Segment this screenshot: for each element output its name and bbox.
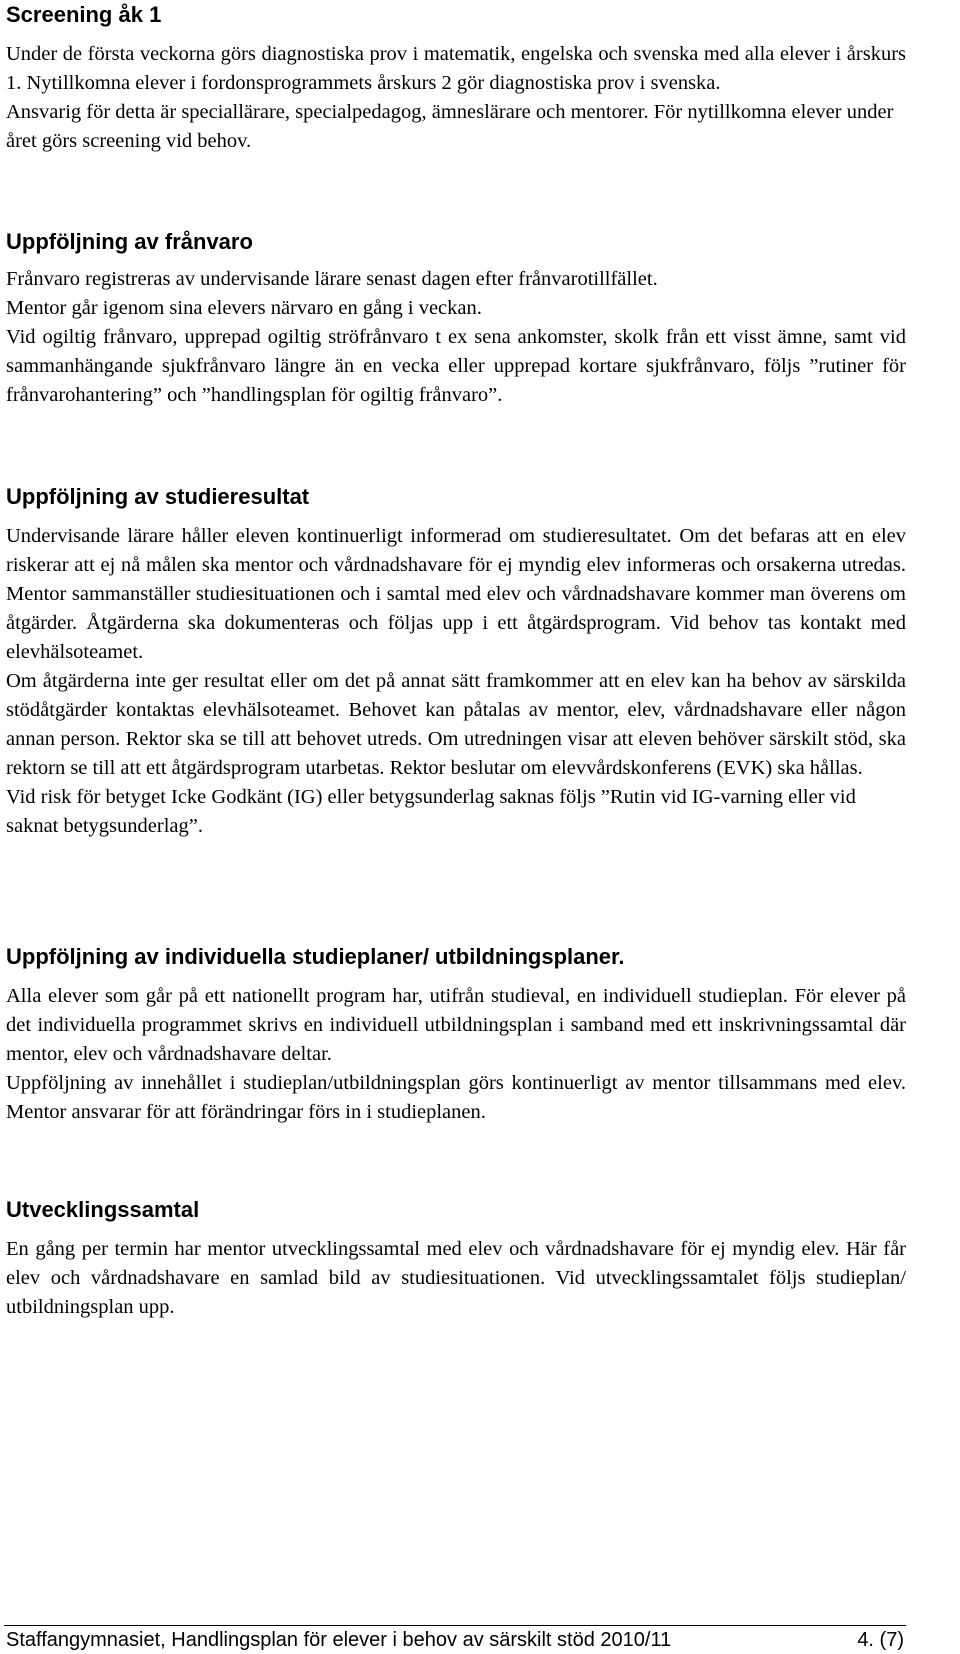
- paragraph: Ansvarig för detta är speciallärare, specialpedagog, ämneslärare och mentorer. För nytillkomna elever under året görs screening vid behov.: [6, 101, 894, 152]
- section-heading-studieplaner: Uppföljning av individuella studieplaner/ utbildningsplaner.: [6, 944, 625, 969]
- paragraph: Alla elever som går på ett nationellt program har, utifrån studieval, en individuell studieplan. För elever på det individuella programmet skrivs en individuell utbildningsplan i samband med ett inskrivningssamtal där mentor, elev och vårdnadshavare deltar.: [6, 985, 906, 1065]
- section-heading-studieresultat: Uppföljning av studieresultat: [6, 484, 310, 509]
- section-heading-utvecklingssamtal: Utvecklingssamtal: [6, 1197, 200, 1222]
- paragraph: Vid risk för betyget Icke Godkänt (IG) eller betygsunderlag saknas följs ”Rutin vid IG-varning eller vid saknat betygsunderlag”.: [6, 786, 856, 837]
- section-heading-franvaro: Uppföljning av frånvaro: [6, 229, 253, 254]
- paragraph: Undervisande lärare håller eleven kontinuerligt informerad om studieresultatet. Om det befaras att en elev riskerar att ej nå målen ska mentor och vårdnadshavare för ej myndig elev informeras och orsakerna utredas. Mentor sammanställer studiesituationen och i samtal med elev och vårdnadshavare kommer man överens om åtgärder. Åtgärderna ska dokumenteras och följas upp i ett åtgärdsprogram. Vid behov tas kontakt med elevhälsoteamet.: [6, 525, 906, 663]
- paragraph: Uppföljning av innehållet i studieplan/utbildningsplan görs kontinuerligt av mentor tillsammans med elev. Mentor ansvarar för att förändringar förs in i studieplanen.: [6, 1072, 906, 1123]
- section-body-studieresultat: [6, 522, 906, 841]
- paragraph: Under de första veckorna görs diagnostiska prov i matematik, engelska och svenska med alla elever i årskurs 1. Nytillkomna elever i fordonsprogrammets årskurs 2 gör diagnostiska prov i svenska.: [6, 43, 906, 94]
- paragraph: Vid ogiltig frånvaro, upprepad ogiltig ströfrånvaro t ex sena ankomster, skolk från ett visst ämne, samt vid sammanhängande sjukfrånvaro längre än en vecka eller upprepad kortare sjukfrånvaro, följs ”rutiner för frånvarohantering” och ”handlingsplan för ogiltig frånvaro”.: [6, 326, 906, 406]
- section-heading-screening: Screening åk 1: [6, 2, 162, 27]
- footer-page-number: 4. (7): [857, 1629, 904, 1651]
- footer-divider: [4, 1625, 906, 1626]
- paragraph: En gång per termin har mentor utvecklingssamtal med elev och vårdnadshavare för ej myndig elev. Här får elev och vårdnadshavare en samlad bild av studiesituationen. Vid utvecklingssamtalet följs studieplan/ utbildningsplan upp.: [6, 1238, 906, 1318]
- paragraph: Mentor går igenom sina elevers närvaro en gång i veckan.: [6, 297, 482, 319]
- footer-document-title: Staffangymnasiet, Handlingsplan för elever i behov av särskilt stöd 2010/11: [6, 1629, 672, 1651]
- section-body-utvecklingssamtal: [6, 1235, 906, 1322]
- section-body-studieplaner: [6, 982, 906, 1127]
- paragraph: Om åtgärderna inte ger resultat eller om det på annat sätt framkommer att en elev kan ha behov av särskilda stödåtgärder kontaktas elevhälsoteamet. Behovet kan påtalas av mentor, elev, vårdnadshavare eller någon annan person. Rektor ska se till att behovet utreds. Om utredningen visar att eleven behöver särskilt stöd, ska rektorn se till att ett åtgärdsprogram utarbetas. Rektor beslutar om elevvårdskonferens (EVK) ska hållas.: [6, 670, 906, 779]
- section-body-screening: [6, 40, 906, 156]
- paragraph: Frånvaro registreras av undervisande lärare senast dagen efter frånvarotillfället.: [6, 268, 658, 290]
- section-body-franvaro: [6, 265, 906, 410]
